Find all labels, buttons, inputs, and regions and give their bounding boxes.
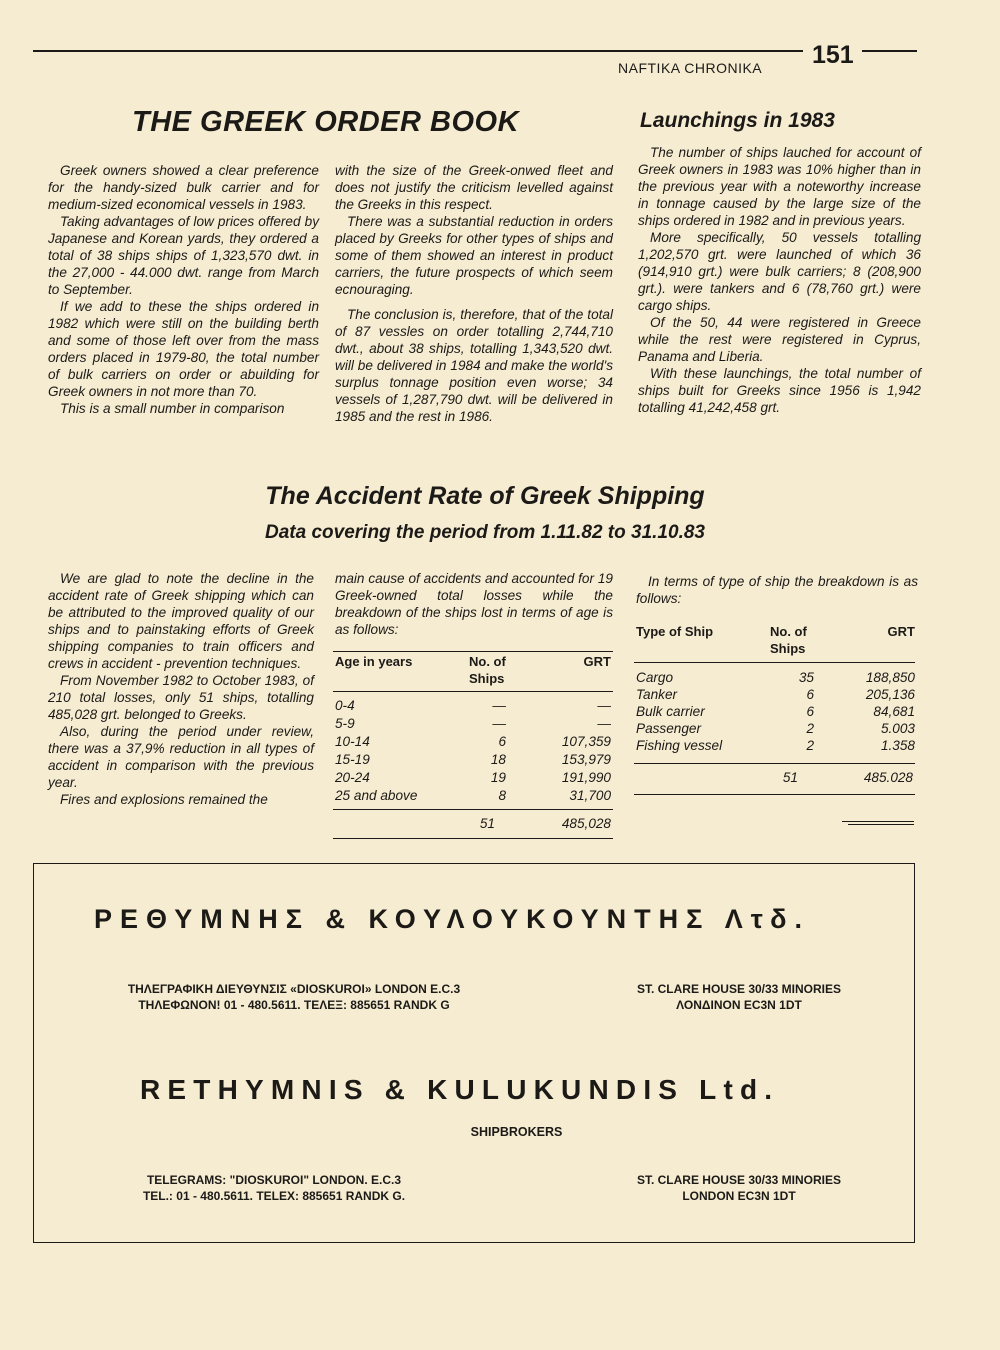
type-table [636,623,915,754]
age-table [335,653,611,805]
accident-col-3-intro [636,573,918,607]
grt-cell: 153,979 [561,752,611,767]
table-header-row [636,623,915,657]
paragraph: There was a substantial reduction in orders placed by Greeks for other types of ships and some of them showed an interest in product carriers, the future prospects of which seem ecnouraging. [335,214,613,297]
type-table-bottom-rule [634,794,915,795]
accident-col-1 [48,570,314,808]
ships-cell: — [492,716,506,731]
paragraph: With these launchings, the total number of ships built for Greeks since 1956 is 1,942 totalling 41,242,458 grt. [638,366,921,415]
row-label-cell: 25 and above [335,788,418,803]
row-label-cell: Cargo [636,670,674,685]
page-number: 151 [812,41,854,69]
row-label-cell: Passenger [636,721,701,736]
advert-english-address-right [594,1172,884,1204]
column-header: GRT [583,654,611,669]
table-row [636,737,915,754]
row-label-cell: 15-19 [335,752,370,767]
column-header: No. of Ships [469,654,506,686]
paragraph: Also, during the period under review, there was a 37,9% reduction in all types of accident in comparison with the previous year. [48,724,314,790]
table-row [636,686,915,703]
paragraph: From November 1982 to October 1983, of 210 total losses, only 51 ships, totalling 485,028 grt. belonged to Greeks. [48,673,314,722]
paragraph: main cause of accidents and accounted for 19 Greek-owned total losses while the breakdown of the ships lost in terms of age is as follows: [335,571,613,637]
grt-cell: 188,850 [865,670,915,685]
paragraph: If we add to these the ships ordered in 1982 which were still on the building berth and some of those left over from the mass orders placed in 1979-80, the total number of bulk carriers on order or abuilding for Greek owners in not more than 70. [48,299,319,399]
table-row [636,669,915,686]
ships-cell: 2 [806,738,814,753]
launchings-col [638,144,921,416]
column-header: GRT [887,624,915,639]
advert-line: ΤΗΛΕΦΩΝΟΝ! 01 - 480.5611. ΤΕΛΕΞ: 885651 RANDK G [138,998,450,1012]
row-label-cell: 0-4 [335,698,355,713]
row-label-cell: 20-24 [335,770,370,785]
ships-cell: 18 [490,752,506,767]
header-rule-left [33,50,803,52]
grt-cell: 205,136 [865,687,915,702]
paragraph: Taking advantages of low prices offered by Japanese and Korean yards, they ordered a total of 38 ships ships of 1,323,570 dwt. in the 27,000 - 44.000 dwt. range from March to September. [48,214,319,297]
paragraph: In terms of type of ship the breakdown is as follows: [636,574,918,606]
grt-cell: 84,681 [873,704,915,719]
type-table-total-rule [634,763,915,764]
end-mark-rule [842,821,914,822]
paragraph: More specifically, 50 vessels totalling 1,202,570 grt. were launched of which 36 (914,910 grt.) were bulk carriers; 8 (208,900 grt.). were tankers and 6 (78,760 grt.) were cargo ships. [638,230,921,313]
advert-greek-address-right [594,981,884,1013]
advert-line: ΛΟΝΔΙΝΟΝ EC3N 1DT [676,998,802,1012]
table-row [335,751,611,769]
grt-cell: — [597,716,611,731]
advert-line: ΤΗΛΕΓΡΑΦΙΚΗ ΔΙΕΥΘΥΝΣΙΣ «DIOSKUROI» LONDON E.C.3 [127,982,461,996]
table-row [335,787,611,805]
order-book-col-1 [48,162,319,417]
paragraph: The number of ships lauched for account of Greek owners in 1983 was 10% higher than in the previous year with a noteworthy increase in tonnage caused by the large size of the ships ordered in 1982 and in previous years. [638,145,921,228]
advert-greek-address-left [84,981,504,1013]
grt-cell: 1.358 [880,738,915,753]
age-total-grt: 485,028 [561,816,611,831]
row-label-cell: Fishing vessel [636,738,723,753]
paragraph: The conclusion is, therefore, that of the total of 87 vessles on order totalling 2,744,710 dwt., about 38 ships, totalling 1,343,520 dwt. will be delivered in 1984 and make the world's surplus tonnage position even worse; 34 vessels of 1,287,790 dwt. will be delivered in 1985 and the rest in 1986. [335,307,613,424]
advert-line: TEL.: 01 - 480.5611. TELEX: 885651 RANDK G. [142,1189,406,1203]
grt-cell: 191,990 [561,770,611,785]
end-mark-rule [848,824,914,825]
advert-tagline: SHIPBROKERS [470,1125,563,1139]
advert-greek-name: ΡΕΘΥΜΝΗΣ & ΚΟΥΛΟΥΚΟΥΝΤΗΣ Λτδ. [94,904,810,934]
paragraph: Greek owners showed a clear preference for the handy-sized bulk carrier and for medium-sized economical vessels in 1983. [48,163,319,212]
ships-cell: 6 [806,687,814,702]
ships-cell: 6 [806,704,814,719]
type-total-ships: 51 [782,770,798,785]
paragraph: Of the 50, 44 were registered in Greece while the rest were registered in Cyprus, Panama and Liberia. [638,315,921,364]
table-row [636,720,915,737]
column-header: No. of Ships [770,624,807,656]
column-header: Type of Ship [636,624,714,639]
paragraph: This is a small number in comparison [60,401,285,416]
accident-col-2-intro [335,570,613,638]
age-total-ships: 51 [479,816,495,831]
grt-cell: 31,700 [569,788,611,803]
accident-subtitle: Data covering the period from 1.11.82 to 31.10.83 [265,522,705,543]
launchings-title: Launchings in 1983 [640,109,835,132]
grt-cell: 5.003 [880,721,915,736]
row-label-cell: 10-14 [335,734,370,749]
age-table-top-rule [333,651,613,652]
advert-line: ST. CLARE HOUSE 30/33 MINORIES [636,982,842,996]
ships-cell: 19 [490,770,506,785]
grt-cell: 107,359 [561,734,611,749]
type-table-body [636,669,915,754]
order-book-title: THE GREEK ORDER BOOK [132,106,520,138]
row-label-cell: Tanker [636,687,678,702]
grt-cell: — [597,698,611,713]
age-table-total-rule [333,809,613,810]
publication-name: NAFTIKA CHRONIKA [618,60,763,76]
table-header-row [335,653,611,687]
paragraph: Fires and explosions remained the [60,792,268,807]
type-total-grt: 485.028 [863,770,913,785]
table-row [335,733,611,751]
accident-title: The Accident Rate of Greek Shipping [265,482,705,510]
row-label-cell: Bulk carrier [636,704,705,719]
ships-cell: — [492,698,506,713]
advert-english-name: RETHYMNIS & KULUKUNDIS Ltd. [140,1074,780,1105]
table-row [335,697,611,715]
order-book-col-2 [335,162,613,425]
table-row [636,703,915,720]
ships-cell: 2 [806,721,814,736]
paragraph: with the size of the Greek-onwed fleet and does not justify the criticism levelled against the Greeks in this respect. [335,163,613,212]
row-label-cell: 5-9 [335,716,355,731]
ships-cell: 8 [498,788,506,803]
advert-line: LONDON EC3N 1DT [682,1189,796,1203]
table-row [335,769,611,787]
header-rule-right [862,50,917,52]
age-table-bottom-rule [333,838,613,839]
column-header: Age in years [335,654,413,669]
advert-line: ST. CLARE HOUSE 30/33 MINORIES [636,1173,842,1187]
paragraph: We are glad to note the decline in the accident rate of Greek shipping which can be attributed to the improved quality of our ships and to painstaking efforts of Greek shipping companies to train officers and crews in accident - prevention techniques. [48,571,314,671]
age-table-body [335,687,611,805]
table-row [335,715,611,733]
advert-line: TELEGRAMS: "DIOSKUROI" LONDON. E.C.3 [146,1173,402,1187]
ships-cell: 35 [798,670,814,685]
advert-english-address-left [84,1172,464,1204]
ships-cell: 6 [498,734,506,749]
advertisement-box [33,863,915,1243]
